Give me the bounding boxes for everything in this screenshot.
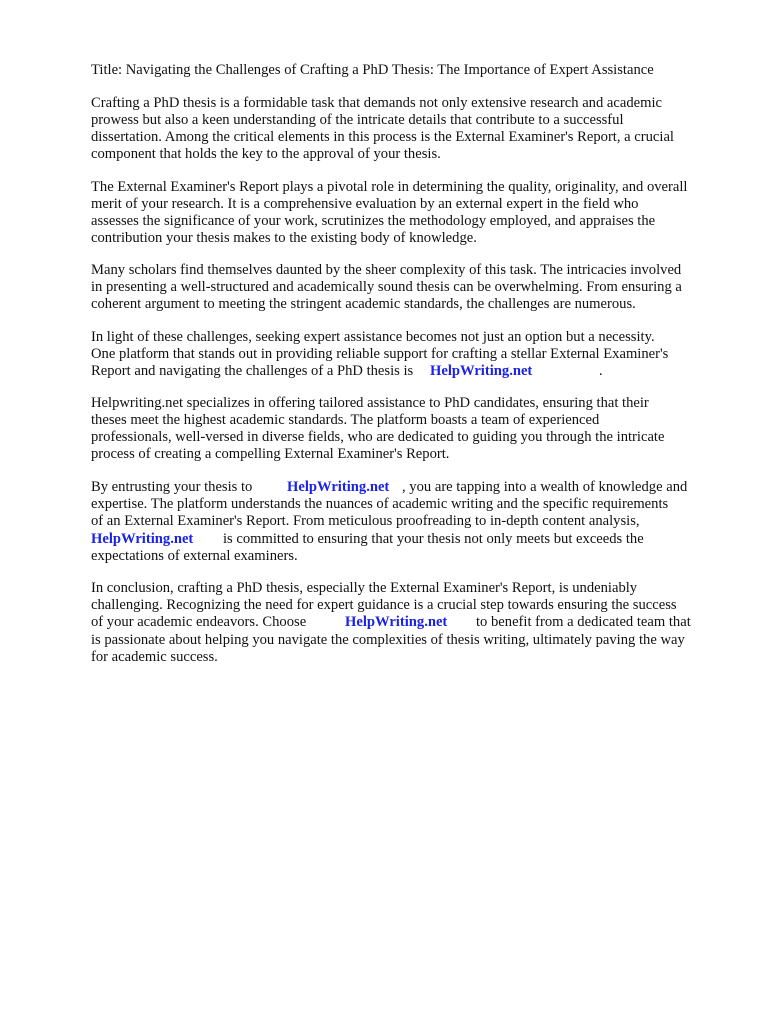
paragraph-4-line-2: One platform that stands out in providing reliable support for crafting a stellar External Examiner's bbox=[91, 346, 669, 362]
paragraph-5-line-1: Helpwriting.net specializes in offering tailored assistance to PhD candidates, ensuring that their bbox=[91, 395, 649, 411]
paragraph-6-line-2: expertise. The platform understands the nuances of academic writing and the specific requirements bbox=[91, 496, 669, 512]
paragraph-2-line-4: contribution your thesis makes to the existing body of knowledge. bbox=[91, 230, 477, 246]
paragraph-6-line-5: expectations of external examiners. bbox=[91, 548, 298, 564]
paragraph-4-period: . bbox=[599, 363, 603, 379]
paragraph-4-line-3: Report and navigating the challenges of a PhD thesis is bbox=[91, 363, 414, 379]
paragraph-6-line-4: is committed to ensuring that your thesis not only meets but exceeds the bbox=[223, 531, 644, 547]
paragraph-2-line-3: assesses the significance of your work, scrutinizes the methodology employed, and appraises the bbox=[91, 213, 656, 229]
paragraph-2-line-2: merit of your research. It is a comprehensive evaluation by an external expert in the field who bbox=[91, 196, 639, 212]
paragraph-5-line-4: process of creating a compelling External Examiner's Report. bbox=[91, 446, 450, 462]
paragraph-4-line-1: In light of these challenges, seeking expert assistance becomes not just an option but a necessity. bbox=[91, 329, 655, 345]
helpwriting-link-2[interactable]: HelpWriting.net bbox=[287, 479, 390, 495]
paragraph-6-line-1b: , you are tapping into a wealth of knowledge and bbox=[402, 479, 688, 495]
paragraph-6-line-3: of an External Examiner's Report. From meticulous proofreading to in-depth content analysis, bbox=[91, 513, 640, 529]
paragraph-6-line-1a: By entrusting your thesis to bbox=[91, 479, 253, 495]
document-title: Title: Navigating the Challenges of Crafting a PhD Thesis: The Importance of Expert Assistance bbox=[91, 62, 654, 78]
paragraph-7-line-4: is passionate about helping you navigate the complexities of thesis writing, ultimately paving the way bbox=[91, 632, 685, 648]
paragraph-7-line-5: for academic success. bbox=[91, 649, 218, 665]
paragraph-2-line-1: The External Examiner's Report plays a pivotal role in determining the quality, originality, and overall bbox=[91, 179, 688, 195]
paragraph-7-line-3b: to benefit from a dedicated team that bbox=[476, 614, 691, 630]
paragraph-1-line-4: component that holds the key to the approval of your thesis. bbox=[91, 146, 441, 162]
paragraph-3-line-1: Many scholars find themselves daunted by the sheer complexity of this task. The intricacies involved bbox=[91, 262, 682, 278]
paragraph-7-line-3a: of your academic endeavors. Choose bbox=[91, 614, 307, 630]
paragraph-1-line-1: Crafting a PhD thesis is a formidable task that demands not only extensive research and academic bbox=[91, 95, 663, 111]
paragraph-5-line-3: professionals, well-versed in diverse fields, who are dedicated to guiding you through the intricate bbox=[91, 429, 665, 445]
paragraph-7-line-1: In conclusion, crafting a PhD thesis, especially the External Examiner's Report, is undeniably bbox=[91, 580, 638, 596]
helpwriting-link-1[interactable]: HelpWriting.net bbox=[430, 363, 533, 379]
paragraph-7-line-2: challenging. Recognizing the need for expert guidance is a crucial step towards ensuring the success bbox=[91, 597, 677, 613]
paragraph-5-line-2: theses meet the highest academic standards. The platform boasts a team of experienced bbox=[91, 412, 600, 428]
paragraph-3-line-3: coherent argument to meeting the stringent academic standards, the challenges are numerous. bbox=[91, 296, 636, 312]
paragraph-1-line-2: prowess but also a keen understanding of the intricate details that contribute to a successful bbox=[91, 112, 624, 128]
helpwriting-link-4[interactable]: HelpWriting.net bbox=[345, 614, 448, 630]
paragraph-3-line-2: in presenting a well-structured and academically sound thesis can be overwhelming. From ensuring a bbox=[91, 279, 682, 295]
paragraph-1-line-3: dissertation. Among the critical elements in this process is the External Examiner's Report, a crucial bbox=[91, 129, 674, 145]
helpwriting-link-3[interactable]: HelpWriting.net bbox=[91, 531, 194, 547]
